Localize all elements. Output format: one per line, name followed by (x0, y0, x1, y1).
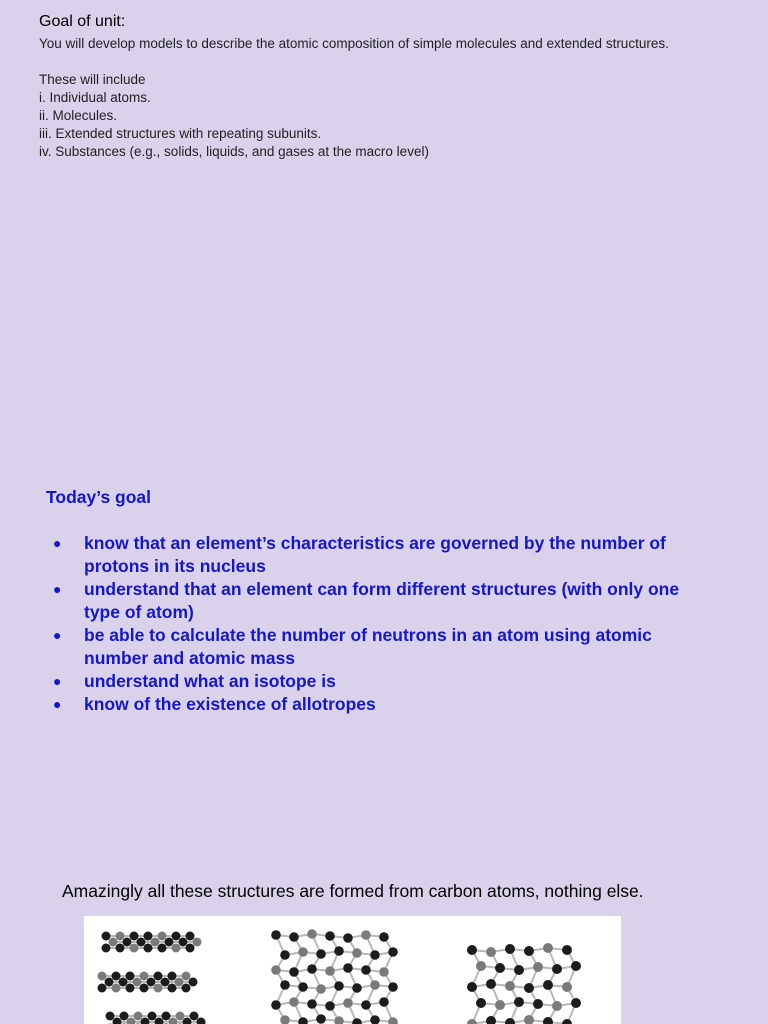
list-item-text: understand that an element can form different structures (with only one type of atom) (84, 579, 680, 622)
list-item (50, 532, 700, 578)
list-item-text: know of the existence of allotropes (84, 694, 376, 714)
carbon-allotropes-figure (84, 916, 621, 1024)
unit-goal-item: i. Individual atoms. (39, 90, 151, 105)
todays-goal-title: Today’s goal (46, 487, 152, 507)
unit-goal-body (39, 35, 754, 161)
unit-goal-item: iv. Substances (e.g., solids, liquids, and gases at the macro level) (39, 144, 429, 159)
list-item-text: know that an element’s characteristics are governed by the number of protons in its nucleus (84, 533, 666, 576)
list-item-text: be able to calculate the number of neutrons in an atom using atomic number and atomic mass (84, 625, 652, 668)
list-item (50, 624, 700, 670)
bullet-icon: ● (53, 535, 62, 551)
unit-goal-title: Goal of unit: (39, 13, 126, 30)
carbon-structures-image (84, 916, 621, 1024)
todays-goal-list (50, 532, 700, 716)
list-item (50, 670, 700, 693)
unit-goal-intro: You will develop models to describe the atomic composition of simple molecules and extended structures. (39, 36, 669, 51)
bullet-icon: ● (53, 627, 62, 643)
list-item (50, 578, 700, 624)
graphite-structure (98, 932, 206, 1024)
figure-caption: Amazingly all these structures are formed from carbon atoms, nothing else. (62, 881, 644, 901)
list-item-text: understand what an isotope is (84, 671, 336, 691)
diamond-structure (271, 929, 398, 1024)
unit-goal-item: iii. Extended structures with repeating subunits. (39, 126, 322, 141)
list-item (50, 693, 700, 716)
bullet-icon: ● (53, 696, 62, 712)
bullet-icon: ● (53, 581, 62, 597)
unit-goal-include-heading: These will include (39, 72, 146, 87)
unit-goal-item: ii. Molecules. (39, 108, 118, 123)
bullet-icon: ● (53, 673, 62, 689)
lonsdaleite-structure (467, 943, 581, 1024)
